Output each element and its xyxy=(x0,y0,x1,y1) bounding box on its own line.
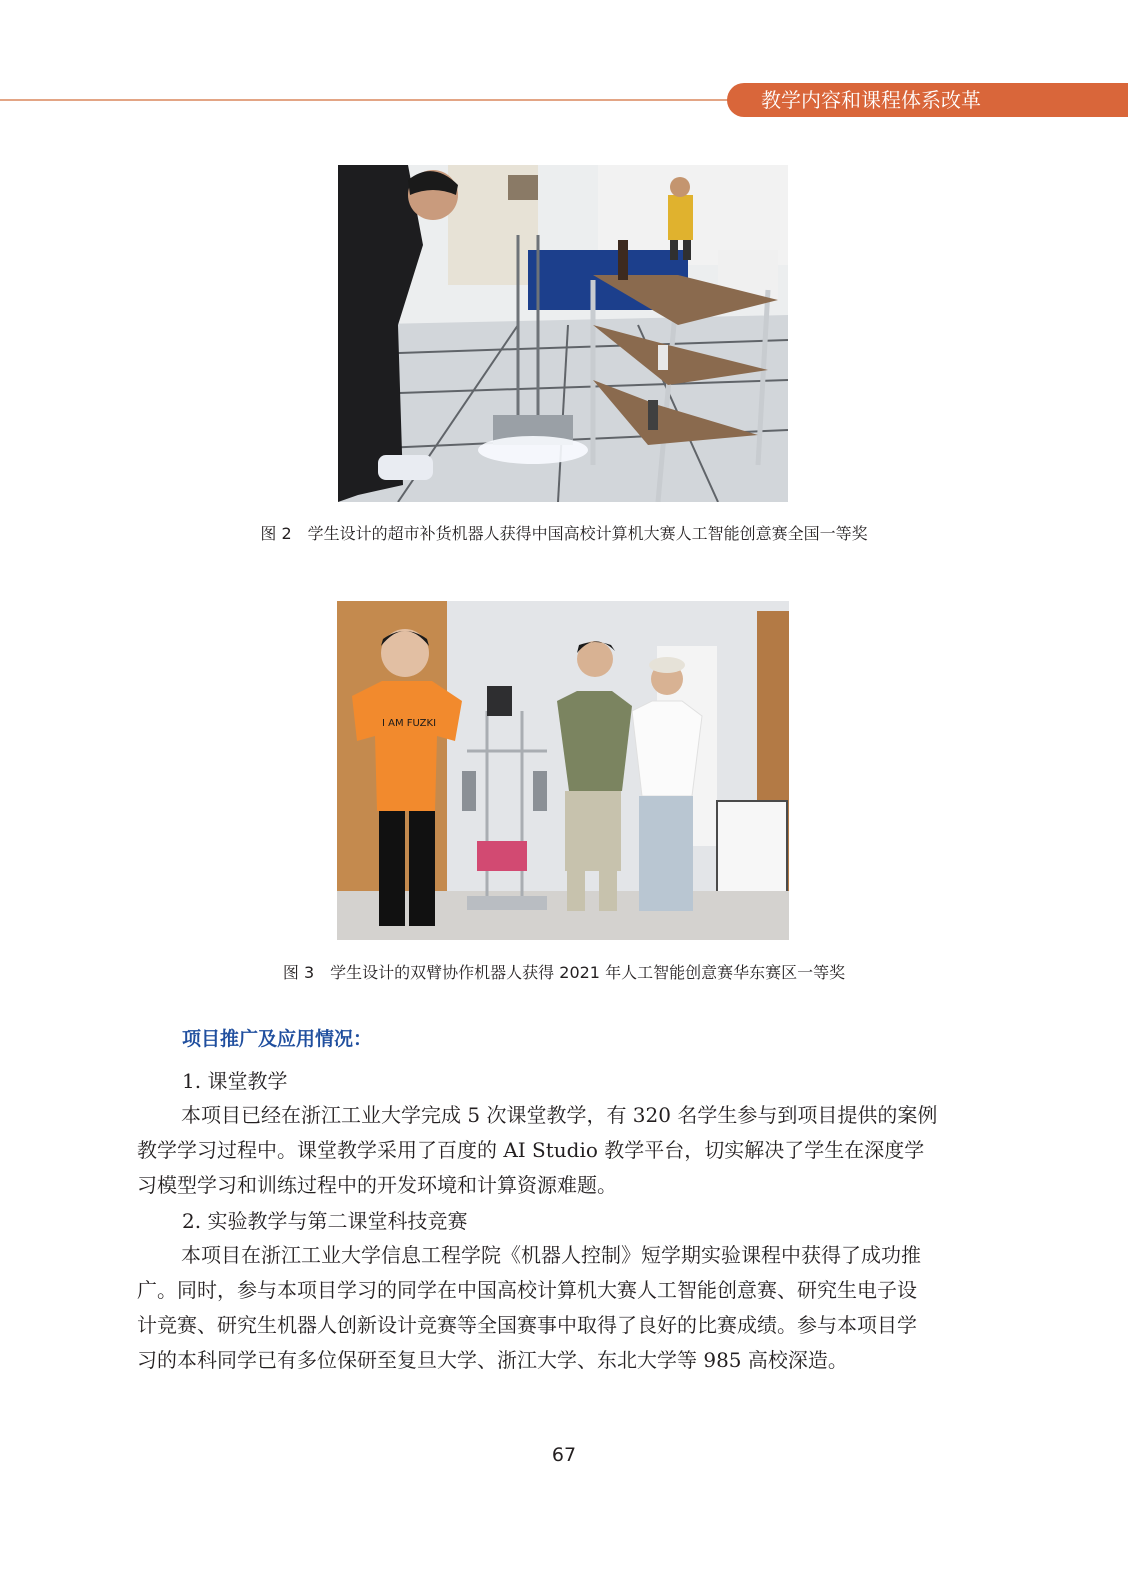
paragraph-line: 本项目已经在浙江工业大学完成 5 次课堂教学，有 320 名学生参与到项目提供的案例 xyxy=(181,1103,938,1127)
figure-2-photo xyxy=(338,165,788,502)
subsection-heading-classroom: 1. 课堂教学 xyxy=(182,1069,288,1093)
paragraph-line: 习的本科同学已有多位保研至复旦大学、浙江大学、东北大学等 985 高校深造。 xyxy=(137,1348,848,1372)
subsection-heading-experiment: 2. 实验教学与第二课堂科技竞赛 xyxy=(182,1209,468,1233)
paragraph-line: 广。同时，参与本项目学习的同学在中国高校计算机大赛人工智能创意赛、研究生电子设 xyxy=(137,1278,917,1302)
figure-2-caption: 图 2 学生设计的超市补货机器人获得中国高校计算机大赛人工智能创意赛全国一等奖 xyxy=(260,524,868,543)
paragraph-line: 本项目在浙江工业大学信息工程学院《机器人控制》短学期实验课程中获得了成功推 xyxy=(181,1243,921,1267)
paragraph-line: 习模型学习和训练过程中的开发环境和计算资源难题。 xyxy=(137,1173,617,1197)
figure-3-caption: 图 3 学生设计的双臂协作机器人获得 2021 年人工智能创意赛华东赛区一等奖 xyxy=(282,963,846,982)
page-number: 67 xyxy=(551,1444,577,1466)
paragraph-classroom xyxy=(137,1098,993,1203)
paragraph-line: 计竞赛、研究生机器人创新设计竞赛等全国赛事中取得了良好的比赛成绩。参与本项目学 xyxy=(137,1313,917,1337)
chapter-header-tab: 教学内容和课程体系改革 xyxy=(727,83,1128,117)
shirt-text: I AM FUZKI xyxy=(382,718,437,729)
figure-3-photo xyxy=(337,601,789,940)
section-title: 项目推广及应用情况： xyxy=(182,1028,373,1050)
paragraph-experiment xyxy=(137,1238,993,1378)
paragraph-line: 教学学习过程中。课堂教学采用了百度的 AI Studio 教学平台，切实解决了学生在深度学 xyxy=(137,1138,925,1162)
